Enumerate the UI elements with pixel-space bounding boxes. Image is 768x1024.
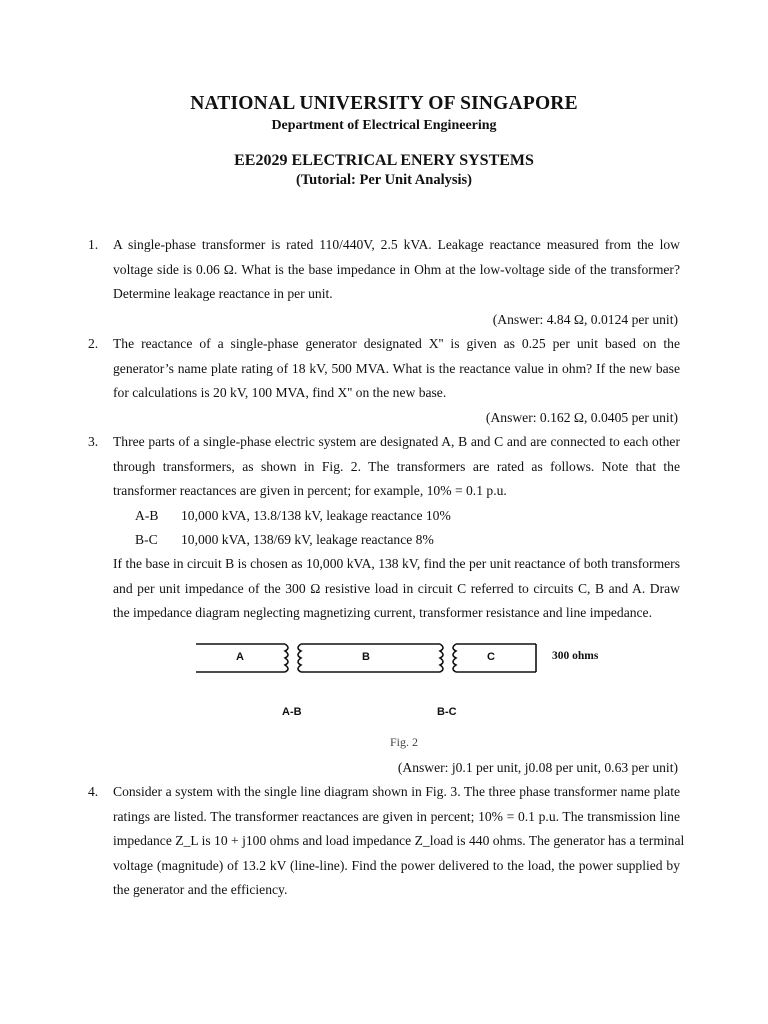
question-line: and per unit impedance of the 300 Ω resistive load in circuit C referred to circuits C, B and A. Draw	[113, 580, 680, 596]
transformer-bc-label: B-C	[437, 706, 457, 718]
rating-value: 10,000 kVA, 13.8/138 kV, leakage reactance 10%	[181, 508, 451, 523]
question-line: ratings are listed. The transformer reactances are given in percent; 10% = 0.1 p.u. The transmission line	[113, 808, 680, 824]
rating-label: A-B	[135, 508, 159, 523]
question-line: Determine leakage reactance in per unit.	[113, 286, 333, 301]
question-line: generator’s name plate rating of 18 kV, 500 MVA. What is the reactance value in ohm? If the new base	[113, 360, 680, 376]
question-line: through transformers, as shown in Fig. 2. The transformers are rated as follows. Note that the	[113, 458, 680, 474]
answer-2: (Answer: 0.162 Ω, 0.0405 per unit)	[485, 410, 678, 425]
question-line: A single-phase transformer is rated 110/440V, 2.5 kVA. Leakage reactance measured from the low	[113, 237, 680, 252]
question-number: 4.	[88, 784, 99, 799]
question-line: for calculations is 20 kV, 100 MVA, find X'' on the new base.	[113, 385, 447, 400]
question-line: Three parts of a single-phase electric system are designated A, B and C and are connected to each other	[113, 434, 680, 449]
transformer-bc-secondary-coil	[453, 644, 456, 672]
circuit-c-label: C	[487, 651, 495, 663]
rating-label: B-C	[135, 532, 158, 547]
question-line: Consider a system with the single line diagram shown in Fig. 3. The three phase transformer name plate	[113, 784, 680, 799]
question-line: voltage side is 0.06 Ω. What is the base impedance in Ohm at the low-voltage side of the transformer?	[113, 261, 680, 277]
question-number: 3.	[88, 434, 99, 449]
department-title: Department of Electrical Engineering	[271, 118, 497, 133]
question-line: The reactance of a single-phase generator designated X'' is given as 0.25 per unit based on the	[113, 336, 680, 351]
question-number: 2.	[88, 336, 99, 351]
question-line: If the base in circuit B is chosen as 10,000 kVA, 138 kV, find the per unit reactance of both transformers	[113, 556, 680, 571]
transformer-ab-label: A-B	[282, 706, 302, 718]
course-title: EE2029 ELECTRICAL ENERY SYSTEMS	[234, 152, 534, 169]
load-label: 300 ohms	[552, 650, 599, 662]
transformer-ab-primary-coil	[285, 644, 288, 672]
answer-3: (Answer: j0.1 per unit, j0.08 per unit, 0.63 per unit)	[397, 760, 678, 775]
question-line: impedance Z_L is 10 + j100 ohms and load impedance Z_load is 440 ohms. The generator has a terminal	[113, 833, 685, 848]
tutorial-title: (Tutorial: Per Unit Analysis)	[295, 172, 473, 188]
question-line: transformer reactances are given in percent; for example, 10% = 0.1 p.u.	[113, 483, 507, 498]
circuit-b-label: B	[362, 651, 370, 663]
question-line: the impedance diagram neglecting magnetizing current, transformer resistance and line impedance.	[113, 605, 652, 620]
transformer-bc-primary-coil	[440, 644, 443, 672]
question-number: 1.	[88, 237, 99, 252]
question-line: voltage (magnitude) of 13.2 kV (line-line). Find the power delivered to the load, the power supplied by	[113, 857, 680, 873]
question-line: the generator and the efficiency.	[113, 882, 288, 897]
figure-caption: Fig. 2	[390, 735, 419, 749]
university-title: NATIONAL UNIVERSITY OF SINGAPORE	[190, 93, 578, 114]
circuit-a-label: A	[236, 651, 244, 663]
transformer-ab-secondary-coil	[298, 644, 301, 672]
question-4	[88, 780, 685, 903]
rating-value: 10,000 kVA, 138/69 kV, leakage reactance 8%	[181, 532, 434, 547]
answer-1: (Answer: 4.84 Ω, 0.0124 per unit)	[492, 312, 678, 327]
